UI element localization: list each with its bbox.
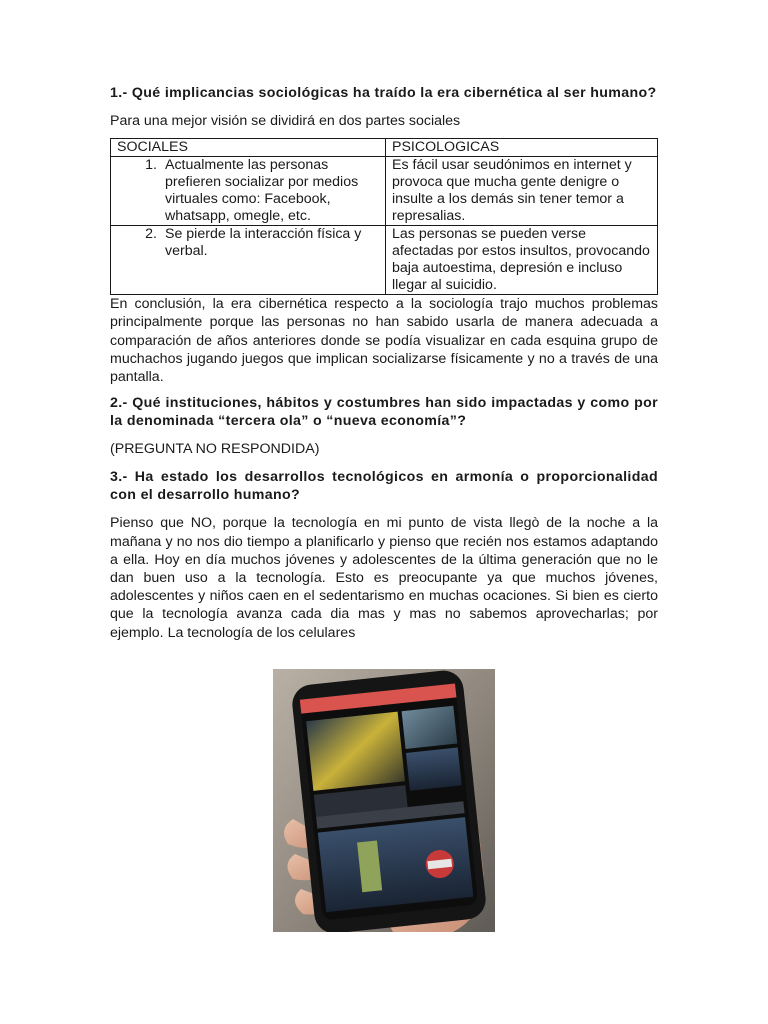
smartphone-photo [273,669,495,932]
social-cell-text: Se pierde la interacción física y verbal. [165,226,362,260]
psych-cell-text: Las personas se pueden verse afectadas por estos insultos, provocando baja autoestima, depresión e incluso llegar al suicidio. [386,226,658,295]
social-cell-text: Actualmente las personas prefieren socializar por medios virtuales como: Facebook, whatsapp, omegle, etc. [165,157,359,225]
list-item [117,157,379,225]
psych-cell-text: Es fácil usar seudónimos en internet y provoca que mucha gente denigre o insulte a los demás sin tener temor a represalias. [386,157,658,226]
header-psicologicas: PSICOLOGICAS [386,139,658,157]
list-number: 2. [145,226,157,243]
question-3-title: 3.- Ha estado los desarrollos tecnológicos en armonía o proporcionalidad con el desarrollo humano? [110,469,658,504]
list-item [117,226,379,260]
list-number: 1. [145,157,157,174]
table-row [111,226,658,295]
comparison-table [110,138,658,295]
question-1-conclusion: En conclusión, la era cibernética respecto a la sociología trajo muchos problemas principalmente porque las personas no han sabido usarla de manera adecuada a comparación de años anteriores donde se podía visualizar en cada esquina grupo de muchachos jugando juegos que implican socializarse físicamente y no a través de una pantalla. [110,296,658,386]
document-page [110,84,658,642]
table-row [111,157,658,226]
header-sociales: SOCIALES [111,139,386,157]
question-1-intro: Para una mejor visión se dividirá en dos partes sociales [110,113,461,129]
question-3-answer: Pienso que NO, porque la tecnología en mi punto de vista llegò de la noche a la mañana y no nos dio tiempo a planificarlo y pienso que recién nos estamos adaptando a ella. Hoy en día muchos jóvenes y adolescentes de la última generación que no le dan buen uso a la tecnología. Esto es preocupante ya que muchos jóvenes, adolescentes y niños caen en el sedentarismo en muchas ocaciones. Si bien es cierto que la tecnología avanza cada dia mas y mas no sabemos aprovecharlas; por ejemplo. La tecnología de los celulares [110,515,658,641]
question-2-answer: (PREGUNTA NO RESPONDIDA) [110,441,320,458]
question-2-title: 2.- Qué instituciones, hábitos y costumbres han sido impactadas y como por la denominada “tercera ola” o “nueva economía”? [110,395,658,430]
question-1-title: 1.- Qué implicancias sociológicas ha traído la era cibernética al ser humano? [110,85,657,101]
table-header-row [111,139,658,157]
